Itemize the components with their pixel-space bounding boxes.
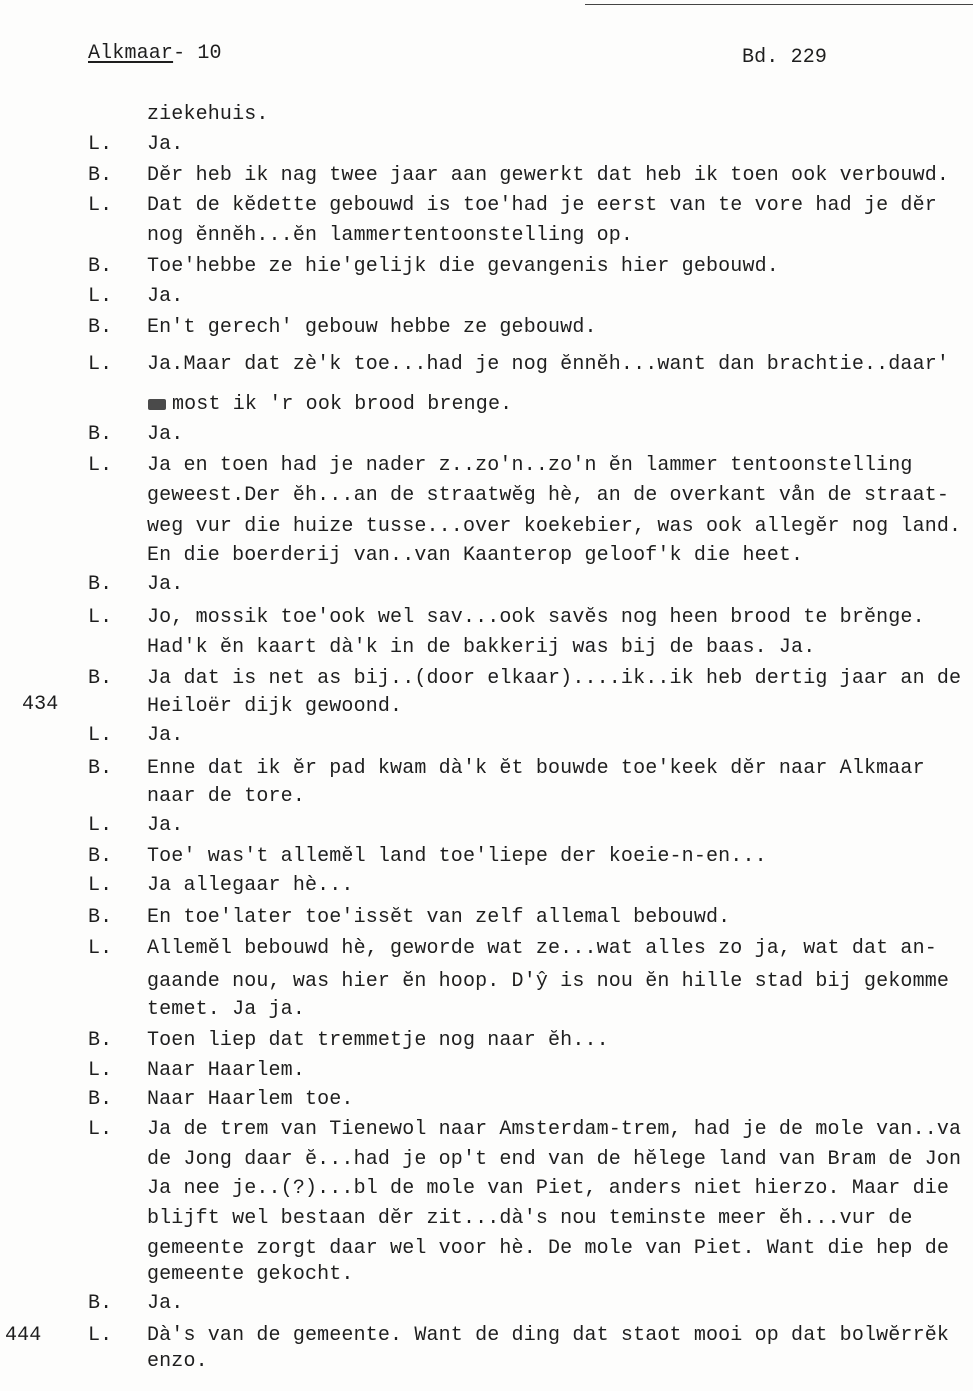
transcript-line <box>0 1350 973 1374</box>
line-text: de Jong daar ĕ...had je op't end van de hĕlege land van Bram de Jon <box>147 1148 962 1171</box>
transcript-line <box>0 285 973 309</box>
line-text: Ja allegaar hè... <box>147 874 354 897</box>
header-place: Alkmaar <box>88 42 174 65</box>
transcript-line <box>0 757 973 781</box>
line-text: blijft wel bestaan dĕr zit...dà's nou teminste meer ĕh...vur de <box>147 1207 913 1230</box>
line-text: Ja nee je..(?)...bl de mole van Piet, anders niet hierzo. Maar die <box>147 1177 950 1200</box>
line-text: gaande nou, was hier ĕn hoop. D'ŷ is nou ĕn hille stad bij gekomme <box>147 970 950 993</box>
transcript-line <box>0 423 973 447</box>
transcript-line <box>0 874 973 898</box>
line-text: Heiloër dijk gewoond. <box>147 695 403 718</box>
line-text: Toen liep dat tremmetje nog naar ĕh... <box>147 1029 609 1052</box>
line-text: Dĕr heb ik nag twee jaar aan gewerkt dat heb ik toen ook verbouwd. <box>147 164 950 187</box>
transcript-line <box>0 573 973 597</box>
speaker-label: L. <box>88 454 113 477</box>
speaker-label: L. <box>88 133 113 156</box>
line-text: enzo. <box>147 1350 208 1373</box>
line-text: ziekehuis. <box>147 103 269 126</box>
top-rule <box>585 4 973 5</box>
speaker-label: L. <box>88 1324 113 1347</box>
line-text: Ja dat is net as bij..(door elkaar)....ik..ik heb dertig jaar an de <box>147 667 962 690</box>
line-text: Ja en toen had je nader z..zo'n..zo'n ĕn lammer tentoonstelling <box>147 454 913 477</box>
transcript-line <box>0 316 973 340</box>
line-text: En't gerech' gebouw hebbe ze gebouwd. <box>147 316 597 339</box>
line-text: Ja. <box>147 423 184 446</box>
line-text: geweest.Der ĕh...an de straatwĕg hè, an de overkant vån de straat- <box>147 484 950 507</box>
line-text: Allemĕl bebouwd hè, geworde wat ze...wat alles zo ja, wat dat an- <box>147 937 937 960</box>
transcript-line <box>0 255 973 279</box>
speaker-label: B. <box>88 316 113 339</box>
speaker-label: B. <box>88 164 113 187</box>
line-text: naar de tore. <box>147 785 305 808</box>
transcript-line <box>0 636 973 660</box>
transcript-line <box>0 133 973 157</box>
speaker-label: L. <box>88 814 113 837</box>
line-text: Jo, mossik toe'ook wel sav...ook savĕs nog heen brood te brĕnge. <box>147 606 925 629</box>
transcript-line <box>0 785 973 809</box>
line-text: Naar Haarlem. <box>147 1059 305 1082</box>
speaker-label: B. <box>88 573 113 596</box>
transcript-line <box>0 724 973 748</box>
speaker-label: L. <box>88 285 113 308</box>
speaker-label: B. <box>88 845 113 868</box>
line-text: Ja. <box>147 133 184 156</box>
transcript-line <box>0 544 973 568</box>
speaker-label: L. <box>88 874 113 897</box>
line-text: Ja de trem van Tienewol naar Amsterdam-trem, had je de mole van..va <box>147 1118 962 1141</box>
transcript-line <box>0 1263 973 1287</box>
header-page-ref: Bd. 229 <box>742 46 828 69</box>
speaker-label: B. <box>88 757 113 780</box>
line-text: Ja. <box>147 1292 184 1315</box>
transcript-line <box>0 1207 973 1231</box>
line-text: gemeente zorgt daar wel voor hè. De mole van Piet. Want die hep de <box>147 1237 950 1260</box>
margin-number: 444 <box>5 1324 42 1347</box>
header-volume-suffix: - 10 <box>173 42 222 65</box>
line-text: most ik 'r ook brood brenge. <box>172 393 513 416</box>
transcript-line <box>0 1088 973 1112</box>
transcript-line <box>0 814 973 838</box>
speaker-label: L. <box>88 194 113 217</box>
line-text: Ja.Maar dat zè'k toe...had je nog ĕnnĕh...want dan brachtie..daar' <box>147 353 950 376</box>
transcript-line <box>0 393 973 417</box>
line-text: nog ĕnnĕh...ĕn lammertentoonstelling op. <box>147 224 634 247</box>
line-text: weg vur die huize tusse...over koekebier, was ook allegĕr nog land. <box>147 515 962 538</box>
transcript-line <box>0 606 973 630</box>
line-text: gemeente gekocht. <box>147 1263 354 1286</box>
line-text: Naar Haarlem toe. <box>147 1088 354 1111</box>
transcript-line <box>0 937 973 961</box>
transcript-line <box>0 224 973 248</box>
transcript-line <box>0 353 973 377</box>
transcript-line <box>0 970 973 994</box>
transcript-line <box>0 1118 973 1142</box>
line-text: Dat de kĕdette gebouwd is toe'had je eerst van te vore had je dĕr <box>147 194 937 217</box>
speaker-label: B. <box>88 423 113 446</box>
transcript-line <box>0 1324 973 1348</box>
speaker-label: B. <box>88 1292 113 1315</box>
transcript-line <box>0 484 973 508</box>
transcript-line <box>0 194 973 218</box>
line-text: temet. Ja ja. <box>147 998 305 1021</box>
transcript-line <box>0 164 973 188</box>
transcript-line <box>0 454 973 478</box>
line-text: Ja. <box>147 285 184 308</box>
speaker-label: B. <box>88 255 113 278</box>
speaker-label: B. <box>88 667 113 690</box>
transcript-line <box>0 667 973 691</box>
speaker-label: L. <box>88 724 113 747</box>
transcript-line <box>0 998 973 1022</box>
speaker-label: B. <box>88 906 113 929</box>
speaker-label: B. <box>88 1029 113 1052</box>
transcript-line <box>0 1148 973 1172</box>
speaker-label: L. <box>88 606 113 629</box>
transcript-line <box>0 515 973 539</box>
overstrike-mark <box>148 399 166 410</box>
line-text: Ja. <box>147 573 184 596</box>
transcript-line <box>0 1177 973 1201</box>
transcript-line <box>0 1029 973 1053</box>
line-text: Toe'hebbe ze hie'gelijk die gevangenis hier gebouwd. <box>147 255 779 278</box>
line-text: En toe'later toe'issĕt van zelf allemal bebouwd. <box>147 906 731 929</box>
speaker-label: L. <box>88 937 113 960</box>
line-text: Ja. <box>147 724 184 747</box>
line-text: Dà's van de gemeente. Want de ding dat staot mooi op dat bolwĕrrĕk <box>147 1324 950 1347</box>
transcript-line <box>0 845 973 869</box>
speaker-label: L. <box>88 1118 113 1141</box>
transcript-line <box>0 1059 973 1083</box>
transcript-line <box>0 906 973 930</box>
line-text: Had'k ĕn kaart dà'k in de bakkerij was bij de baas. Ja. <box>147 636 816 659</box>
speaker-label: B. <box>88 1088 113 1111</box>
transcript-line <box>0 1292 973 1316</box>
margin-number: 434 <box>22 693 59 716</box>
transcript-line <box>0 103 973 127</box>
line-text: Toe' was't allemĕl land toe'liepe der koeie-n-en... <box>147 845 767 868</box>
line-text: Enne dat ik ĕr pad kwam dà'k ĕt bouwde toe'keek dĕr naar Alkmaar <box>147 757 925 780</box>
transcript-line <box>0 695 973 719</box>
speaker-label: L. <box>88 353 113 376</box>
line-text: En die boerderij van..van Kaanterop geloof'k die heet. <box>147 544 804 567</box>
transcript-line <box>0 1237 973 1261</box>
line-text: Ja. <box>147 814 184 837</box>
header-title <box>88 42 222 66</box>
speaker-label: L. <box>88 1059 113 1082</box>
